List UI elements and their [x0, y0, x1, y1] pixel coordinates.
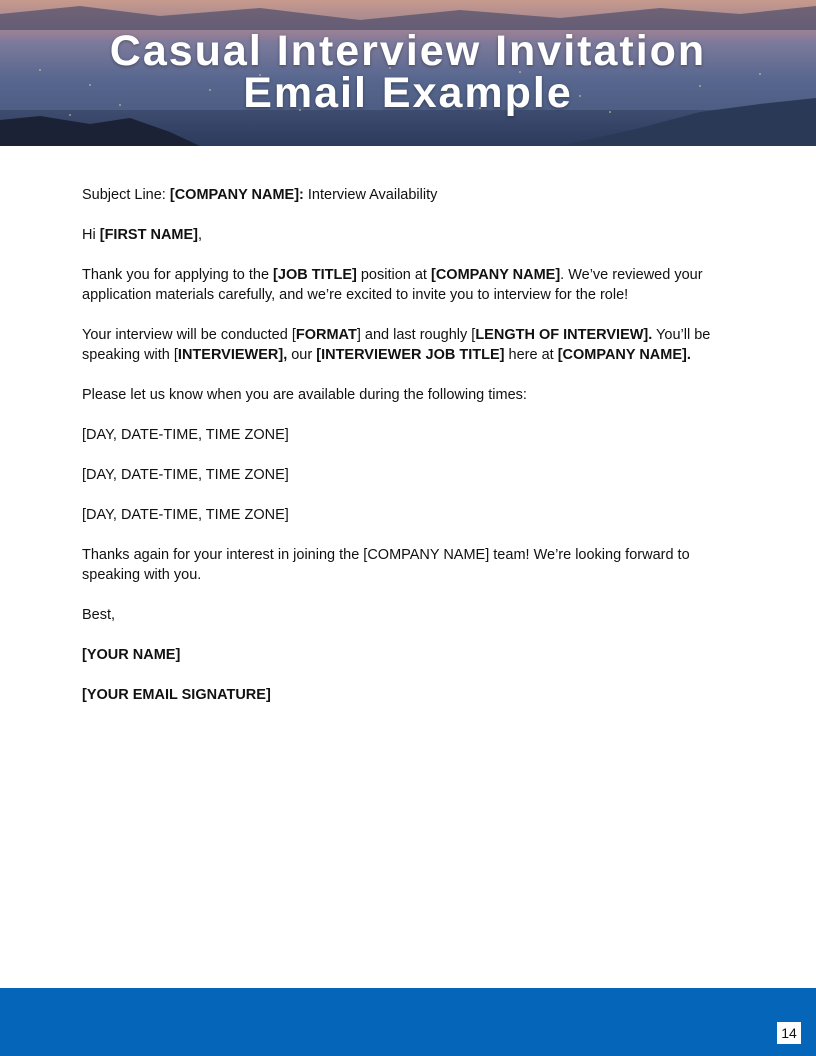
p1-company: [COMPANY NAME] — [431, 267, 561, 283]
greeting — [82, 225, 742, 245]
footer-bar — [0, 988, 816, 1056]
title-line-1: Casual Interview Invitation — [109, 27, 707, 75]
p1-job-title: [JOB TITLE] — [273, 267, 357, 283]
p2-text-b: ] and last roughly [ — [356, 327, 476, 343]
subject-line — [82, 185, 742, 205]
p1-text-a: Thank you for applying to the — [82, 267, 274, 283]
signoff: Best, — [82, 607, 116, 623]
time-slot-3: [DAY, DATE-TIME, TIME ZONE] — [82, 507, 289, 523]
p2-company: [COMPANY NAME]. — [557, 347, 691, 363]
greeting-name: [FIRST NAME] — [99, 227, 198, 243]
email-body — [82, 185, 742, 725]
your-name-text: [YOUR NAME] — [82, 647, 181, 663]
subject-label: Subject Line: — [82, 187, 170, 203]
p2-text-e: here at — [504, 347, 558, 363]
time-slot-2: [DAY, DATE-TIME, TIME ZONE] — [82, 467, 289, 483]
time-slot-1: [DAY, DATE-TIME, TIME ZONE] — [82, 427, 289, 443]
paragraph-closing: Thanks again for your interest in joining the [COMPANY NAME] team! We’re looking forward to speaking with you. — [82, 547, 690, 583]
email-signature — [82, 685, 742, 705]
paragraph-details — [82, 325, 742, 365]
p2-text-a: Your interview will be conducted [ — [82, 327, 296, 343]
subject-company: [COMPANY NAME]: — [169, 187, 304, 203]
greeting-hi: Hi — [82, 227, 100, 243]
title-line-2: Email Example — [243, 69, 573, 117]
p1-text-b: position at — [356, 267, 431, 283]
page-title — [0, 27, 816, 117]
paragraph-thanks — [82, 265, 742, 305]
page-number: 14 — [777, 1022, 801, 1044]
p2-text-d: our — [287, 347, 317, 363]
p2-interviewer-title: [INTERVIEWER JOB TITLE] — [316, 347, 505, 363]
email-signature-text: [YOUR EMAIL SIGNATURE] — [82, 687, 271, 703]
subject-text: Interview Availability — [303, 187, 438, 203]
p2-format: FORMAT — [295, 327, 357, 343]
header-banner — [0, 0, 816, 146]
p2-length: LENGTH OF INTERVIEW]. — [475, 327, 653, 343]
p2-interviewer: INTERVIEWER], — [177, 347, 288, 363]
paragraph-availability: Please let us know when you are available during the following times: — [82, 387, 527, 403]
your-name — [82, 645, 742, 665]
greeting-comma: , — [198, 227, 203, 243]
p2-text-c: You’ll be speaking with [ — [82, 327, 711, 363]
p1-text-c: . We’ve reviewed your application materials carefully, and we’re excited to invite you to interview for the role! — [82, 267, 703, 303]
